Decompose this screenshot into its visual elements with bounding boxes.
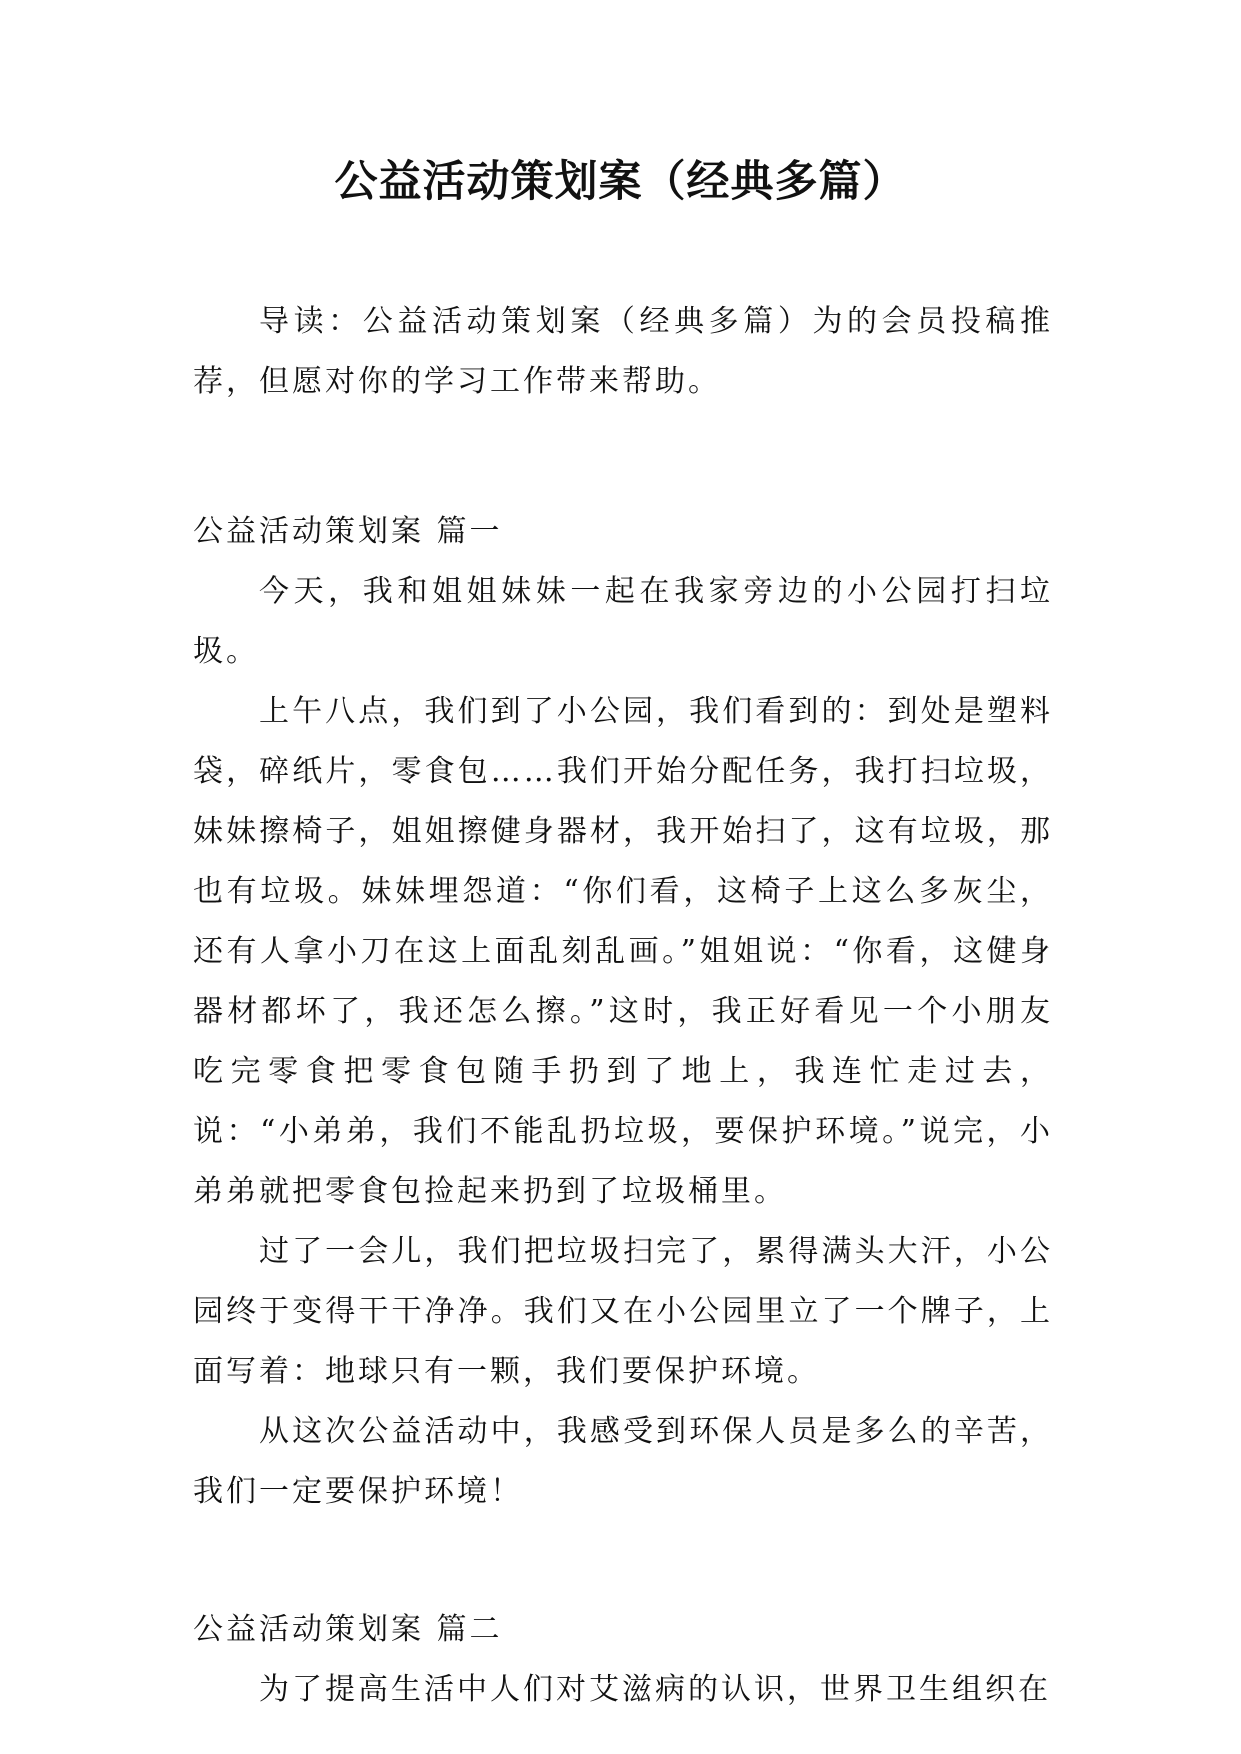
paragraph: 过了一会儿，我们把垃圾扫完了，累得满头大汗，小公园终于变得干干净净。我们又在小公园里立了一个牌子，上面写着：地球只有一颗，我们要保护环境。 [193, 1234, 1053, 1389]
document-body [193, 292, 1053, 1720]
section-gap [193, 1522, 1053, 1600]
paragraph: 上午八点，我们到了小公园，我们看到的：到处是塑料袋，碎纸片，零食包……我们开始分配任务，我打扫垃圾，妹妹擦椅子，姐姐擦健身器材，我开始扫了，这有垃圾，那也有垃圾。妹妹埋怨道：“你们看，这椅子上这么多灰尘，还有人拿小刀在这上面乱刻乱画。”姐姐说：“你看，这健身器材都坏了，我还怎么擦。”这时，我正好看见一个小朋友吃完零食把零食包随手扔到了地上，我连忙走过去，说：“小弟弟，我们不能乱扔垃圾，要保护环境。”说完，小弟弟就把零食包捡起来扔到了垃圾桶里。 [193, 694, 1053, 1209]
paragraph: 从这次公益活动中，我感受到环保人员是多么的辛苦，我们一定要保护环境！ [193, 1414, 1053, 1509]
document-title: 公益活动策划案（经典多篇） [334, 157, 907, 207]
section-gap [193, 412, 1053, 502]
paragraph: 为了提高生活中人们对艾滋病的认识，世界卫生组织在 [259, 1672, 1051, 1707]
paragraph: 今天，我和姐姐妹妹一起在我家旁边的小公园打扫垃圾。 [193, 574, 1053, 669]
section-heading-1: 公益活动策划案 篇一 [193, 514, 503, 549]
section-heading-2: 公益活动策划案 篇二 [193, 1612, 503, 1647]
intro-paragraph: 导读：公益活动策划案（经典多篇）为的会员投稿推荐，但愿对你的学习工作带来帮助。 [193, 304, 1053, 399]
